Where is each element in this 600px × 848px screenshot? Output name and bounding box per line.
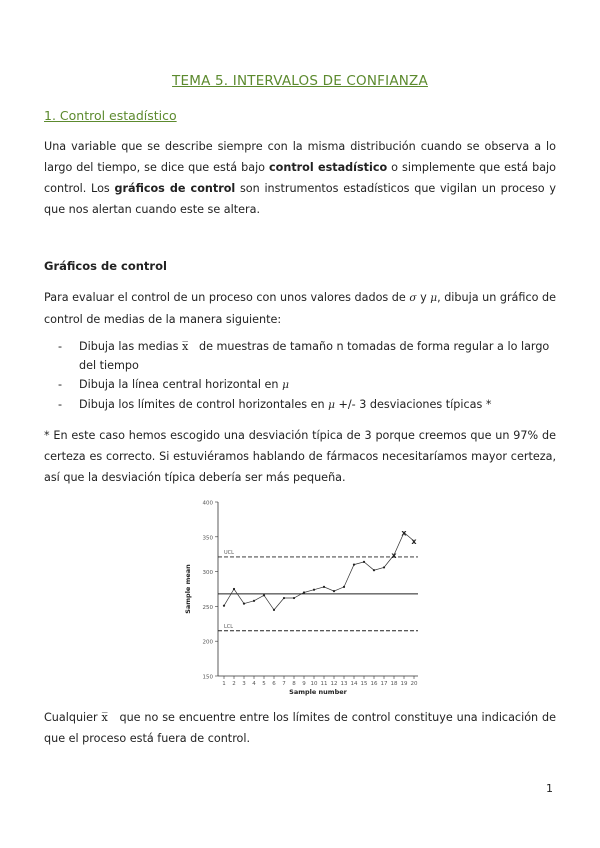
data-point — [333, 590, 335, 592]
mu-symbol: μ — [282, 379, 289, 391]
list-item-text: +/- 3 desviaciones típicas * — [334, 398, 492, 411]
section-heading: 1. Control estadístico — [44, 108, 177, 123]
list-item — [58, 337, 556, 375]
list-item-text: Dibuja los límites de control horizontales en — [79, 398, 329, 411]
x-tick-label: 19 — [400, 681, 408, 687]
data-point — [283, 597, 285, 599]
x-tick-label: 18 — [390, 681, 398, 687]
x-tick-label: 7 — [282, 681, 286, 687]
closing-paragraph — [44, 707, 556, 749]
y-tick-label: 400 — [202, 500, 213, 507]
data-point — [383, 566, 385, 568]
x-tick-label: 3 — [242, 681, 246, 687]
page-number: 1 — [546, 782, 553, 795]
x-tick-label: 17 — [380, 681, 388, 687]
list-item — [58, 375, 556, 395]
data-point — [313, 589, 315, 591]
intro-text-3: son instrumentos estadísticos que vigilan un proceso y que nos alertan cuando este se altera. — [44, 182, 556, 216]
list-item-text: Dibuja las medias — [79, 340, 183, 353]
data-point — [363, 561, 365, 563]
data-point — [273, 609, 275, 611]
closing-text-2: que no se encuentre entre los límites de control constituye una indicación de que el proceso está fuera de control. — [44, 711, 556, 745]
x-tick-label: 9 — [302, 681, 306, 687]
document-title: TEMA 5. INTERVALOS DE CONFIANZA — [172, 73, 428, 89]
steps-list — [58, 337, 556, 415]
data-point — [303, 591, 305, 593]
out-of-control-point: x — [391, 550, 397, 560]
x-tick-label: 6 — [272, 681, 276, 687]
para2-text-1: Para evaluar el control de un proceso con unos valores dados de — [44, 291, 410, 304]
y-tick-label: 350 — [202, 535, 213, 542]
x-tick-label: 12 — [330, 681, 338, 687]
data-point — [243, 603, 245, 605]
out-of-control-point: x — [411, 536, 417, 546]
para2-text-3: , dibuja un gráfico de control de medias de la manera siguiente: — [44, 291, 556, 326]
intro-bold-graficos: gráficos de control — [114, 182, 236, 195]
ucl-label: UCL — [224, 549, 234, 556]
data-point — [263, 594, 265, 596]
x-tick-label: 10 — [310, 681, 318, 687]
mu-symbol: μ — [328, 399, 335, 411]
x-axis-label: Sample number — [289, 688, 347, 696]
y-tick-label: 150 — [202, 674, 213, 681]
x-tick-label: 5 — [262, 681, 266, 687]
x-tick-label: 15 — [360, 681, 368, 687]
intro-text-1: Una variable que se describe siempre con la misma distribución cuando se observa a lo largo del tiempo, se dice que está bajo — [44, 140, 556, 174]
x-tick-label: 1 — [222, 681, 226, 687]
x-tick-label: 11 — [320, 681, 328, 687]
closing-text-1: Cualquier — [44, 711, 102, 724]
list-dash: - — [58, 378, 63, 391]
control-chart — [180, 494, 425, 700]
xbar-symbol: x̅ — [182, 340, 196, 353]
x-tick-label: 4 — [252, 681, 256, 687]
data-point — [253, 600, 255, 602]
list-item-text: de muestras de tamaño n tomadas de forma regular a lo largo del tiempo — [79, 340, 550, 372]
x-tick-label: 16 — [370, 681, 378, 687]
data-point — [323, 586, 325, 588]
xbar-symbol: x̅ — [101, 711, 116, 724]
chart-plot — [184, 501, 418, 697]
list-dash: - — [58, 398, 63, 411]
intro-bold-control: control estadístico — [269, 161, 388, 174]
x-tick-label: 13 — [340, 681, 348, 687]
x-tick-label: 20 — [410, 681, 418, 687]
data-point — [373, 569, 375, 571]
mu-symbol: μ — [430, 292, 438, 304]
sigma-symbol: σ — [409, 292, 417, 304]
para2-text-2: y — [416, 291, 431, 304]
subheading-graficos: Gráficos de control — [44, 259, 167, 273]
x-tick-label: 14 — [350, 681, 358, 687]
x-tick-label: 8 — [292, 681, 296, 687]
data-point — [293, 597, 295, 599]
data-point — [353, 564, 355, 566]
out-of-control-point: x — [401, 528, 407, 538]
data-point — [343, 586, 345, 588]
data-point — [233, 588, 235, 590]
note-paragraph: * En este caso hemos escogido una desviación típica de 3 porque creemos que un 97% de certeza es correcto. Si estuviéramos hablando de fármacos necesitaríamos mayor certeza, así que la desviación típica debería ser más pequeña. — [44, 429, 556, 484]
data-point — [223, 605, 225, 607]
intro-paragraph — [44, 136, 556, 220]
instructions-paragraph — [44, 287, 556, 330]
y-axis-label: Sample mean — [184, 564, 192, 614]
y-tick-label: 300 — [202, 570, 213, 577]
list-item-text: Dibuja la línea central horizontal en — [79, 378, 283, 391]
x-tick-label: 2 — [232, 681, 236, 687]
y-tick-label: 250 — [202, 604, 213, 611]
y-tick-label: 200 — [202, 639, 213, 646]
intro-text-2: o simplemente que está bajo control. Los — [44, 161, 557, 195]
series-line — [224, 533, 414, 610]
list-dash: - — [58, 340, 63, 353]
lcl-label: LCL — [224, 623, 234, 630]
list-item — [58, 395, 556, 415]
